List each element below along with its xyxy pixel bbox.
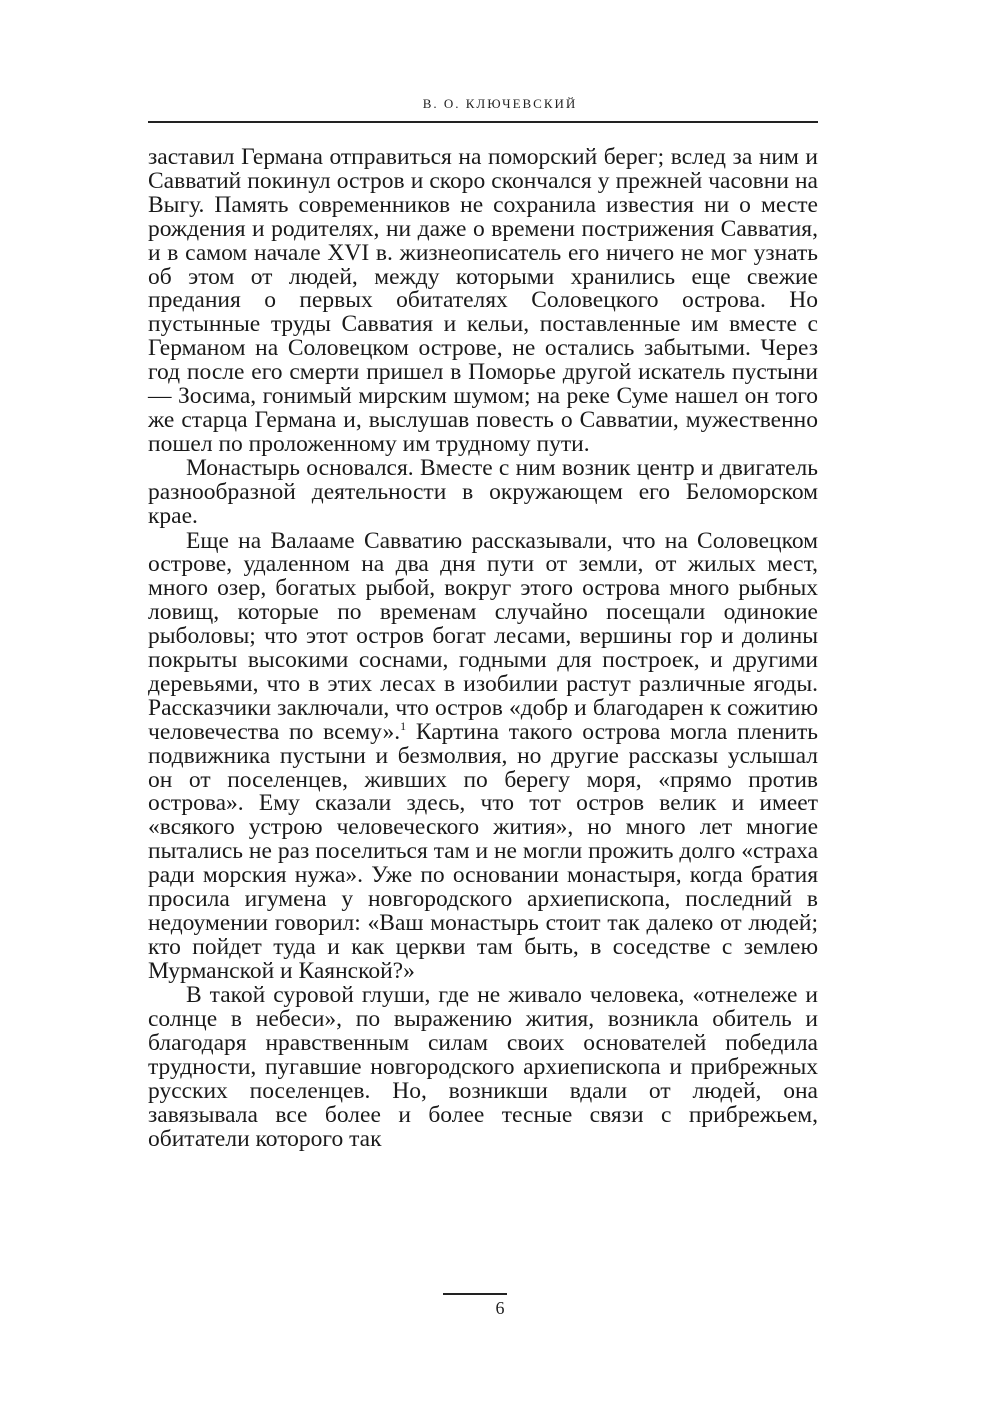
body-text <box>148 146 818 1152</box>
footnote-mark: 1 <box>400 718 407 733</box>
paragraph-3-text-b: Картина такого острова могла пленить подвижника пустыни и безмолвия, но другие рассказы услышал он от поселенцев, живших по берегу моря, «прямо против острова». Ему сказали здесь, что тот остров велик и имеет «всякого устрою человеческого жития», но много лет многие пытались не раз поселиться там и не могли прожить долго «страха ради морския нужа». Уже по основании монастыря, когда братия просила игумена у новгородского архиепископа, последний в недоумении говорил: «Ваш монастырь стоит так далеко от людей; кто пойдет туда и как церкви там быть, в соседстве с землею Мурманской и Каянской?» <box>148 718 818 984</box>
header-rule <box>148 121 818 123</box>
paragraph-2: Монастырь основался. Вместе с ним возник центр и двигатель разнообразной деятельности в окружающем его Беломорском крае. <box>148 455 818 530</box>
paragraph-4: В такой суровой глуши, где не живало человека, «отнележе и солнце в небеси», по выражению жития, возникла обитель и благодаря нравственным силам своих основателей победила трудности, пугавшие новгородского архиепископа и прибрежных русских поселенцев. Но, возникши вдали от людей, она завязывала все более и более тесные связи с прибрежьем, обитатели которого так <box>148 982 818 1152</box>
paragraph-3-text-a: Еще на Валааме Савватию рассказывали, что на Соловецком острове, удаленном на два дня пути от земли, от жилых мест, много озер, богатых рыбой, вокруг этого острова много рыбных ловищ, которые по временам случайно посещали одинокие рыболовы; что этот остров богат лесами, вершины гор и долины покрыты высокими соснами, годными для построек, и другими деревьями, что в этих лесах в изобилии растут различные ягоды. Рассказчики заключали, что остров «добр и благодарен к сожитию человечества по всему». <box>148 527 818 745</box>
folio-rule <box>443 1293 507 1295</box>
paragraph-3 <box>148 527 818 984</box>
page-number: 6 <box>495 1298 505 1318</box>
paragraph-1: заставил Германа отправиться на поморский берег; вслед за ним и Савватий покинул остров и скоро скончался у прежней часовни на Выгу. Память современников не сохранила известия ни о месте рождения и родителях, ни даже о времени пострижения Савватия, и в самом начале XVI в. жизнеописатель его ничего не мог узнать об этом от людей, между которыми хранились еще свежие предания о первых обитателях Соловецкого острова. Но пустынные труды Савватия и кельи, поставленные им вместе с Германом на Соловецком острове, не остались забытыми. Через год после его смерти пришел в Поморье другой искатель пустыни — Зосима, гонимый мирским шумом; на реке Суме нашел он того же старца Германа и, выслушав повесть о Савватии, мужественно пошел по проложенному им трудному пути. <box>148 144 818 457</box>
running-head: В. О. КЛЮЧЕВСКИЙ <box>422 96 578 111</box>
